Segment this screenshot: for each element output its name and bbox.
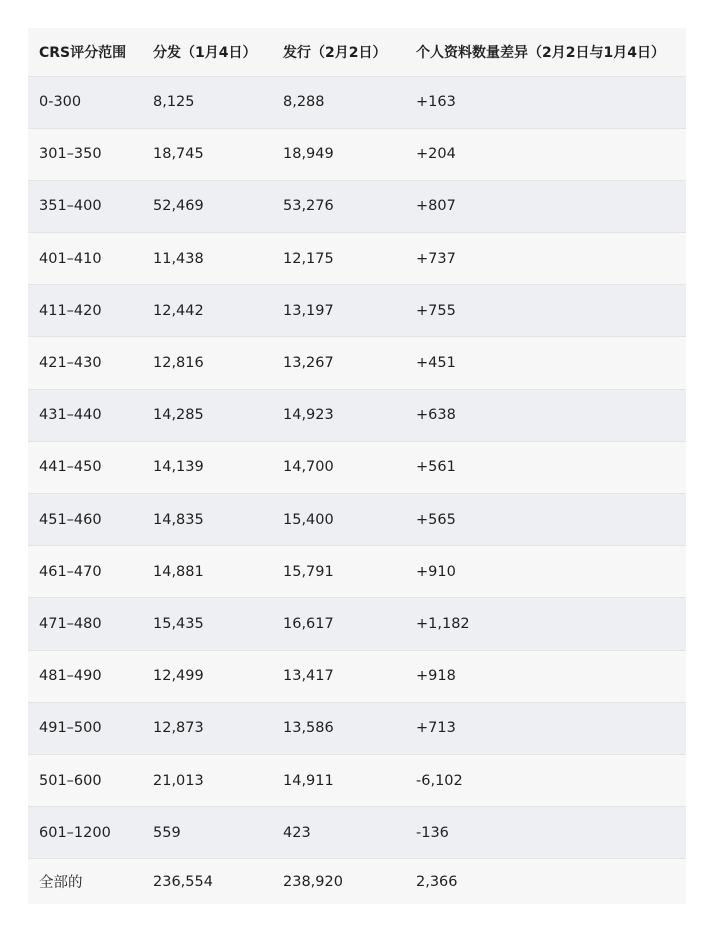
table-header — [28, 28, 686, 76]
cell-feb2: 16,617 — [283, 615, 334, 632]
cell-jan4: 15,435 — [153, 615, 204, 632]
cell-feb2: 423 — [283, 824, 311, 841]
cell-total-label: 全部的 — [39, 875, 83, 892]
cell-jan4: 11,438 — [153, 250, 204, 267]
cell-jan4: 14,835 — [153, 511, 204, 528]
table-row — [28, 180, 686, 232]
cell-range: 0-300 — [39, 94, 82, 111]
cell-difference: +638 — [416, 407, 456, 424]
cell-jan4: 14,139 — [153, 459, 204, 476]
cell-difference: +163 — [416, 94, 456, 111]
header-crs-range: CRS评分范围 — [28, 28, 142, 76]
cell-range: 481–490 — [39, 668, 102, 685]
cell-difference: +713 — [416, 720, 456, 737]
cell-jan4: 14,881 — [153, 563, 204, 580]
cell-difference: +204 — [416, 146, 456, 163]
header-profile-difference: 个人资料数量差异（2月2日与1月4日） — [405, 28, 686, 76]
crs-distribution-table — [28, 28, 686, 904]
cell-feb2: 13,417 — [283, 668, 334, 685]
cell-range: 471–480 — [39, 615, 102, 632]
cell-feb2: 53,276 — [283, 198, 334, 215]
cell-range: 451–460 — [39, 511, 102, 528]
table-row — [28, 285, 686, 337]
cell-feb2: 13,586 — [283, 720, 334, 737]
cell-feb2: 15,791 — [283, 563, 334, 580]
table-row — [28, 807, 686, 859]
cell-difference: -6,102 — [416, 772, 463, 789]
cell-difference: +755 — [416, 302, 456, 319]
cell-feb2: 8,288 — [283, 94, 325, 111]
cell-feb2: 12,175 — [283, 250, 334, 267]
cell-difference: +561 — [416, 459, 456, 476]
header-feb2-issued: 发行（2月2日） — [272, 28, 405, 76]
header-jan4-distribution: 分发（1月4日） — [142, 28, 272, 76]
cell-range: 431–440 — [39, 407, 102, 424]
cell-difference: -136 — [416, 824, 449, 841]
cell-jan4: 21,013 — [153, 772, 204, 789]
cell-difference: +910 — [416, 563, 456, 580]
table-row — [28, 546, 686, 598]
cell-range: 421–430 — [39, 355, 102, 372]
table-row — [28, 494, 686, 546]
cell-range: 601–1200 — [39, 824, 111, 841]
cell-feb2: 14,911 — [283, 772, 334, 789]
cell-range: 441–450 — [39, 459, 102, 476]
cell-total-jan4: 236,554 — [153, 873, 213, 890]
cell-difference: +807 — [416, 198, 456, 215]
cell-jan4: 12,499 — [153, 668, 204, 685]
cell-range: 501–600 — [39, 772, 102, 789]
total-row — [28, 859, 686, 904]
header-row — [28, 28, 686, 76]
cell-feb2: 13,267 — [283, 355, 334, 372]
cell-feb2: 13,197 — [283, 302, 334, 319]
table-row — [28, 754, 686, 806]
table-row — [28, 702, 686, 754]
cell-jan4: 52,469 — [153, 198, 204, 215]
cell-difference: +565 — [416, 511, 456, 528]
cell-difference: +918 — [416, 668, 456, 685]
cell-feb2: 18,949 — [283, 146, 334, 163]
cell-range: 411–420 — [39, 302, 102, 319]
table-row — [28, 441, 686, 493]
table-row — [28, 650, 686, 702]
table-row — [28, 76, 686, 128]
table-row — [28, 598, 686, 650]
cell-difference: +1,182 — [416, 615, 470, 632]
cell-feb2: 15,400 — [283, 511, 334, 528]
cell-difference: +451 — [416, 355, 456, 372]
cell-jan4: 8,125 — [153, 94, 195, 111]
cell-jan4: 14,285 — [153, 407, 204, 424]
table-row — [28, 389, 686, 441]
cell-range: 301–350 — [39, 146, 102, 163]
cell-feb2: 14,700 — [283, 459, 334, 476]
table-row — [28, 233, 686, 285]
cell-range: 461–470 — [39, 563, 102, 580]
cell-jan4: 18,745 — [153, 146, 204, 163]
table-row — [28, 337, 686, 389]
table-row — [28, 128, 686, 180]
table-body — [28, 76, 686, 904]
cell-total-difference: 2,366 — [416, 873, 458, 890]
crs-distribution-table-container — [28, 28, 686, 904]
cell-jan4: 12,873 — [153, 720, 204, 737]
cell-range: 351–400 — [39, 198, 102, 215]
cell-total-feb2: 238,920 — [283, 873, 343, 890]
cell-range: 491–500 — [39, 720, 102, 737]
cell-difference: +737 — [416, 250, 456, 267]
cell-jan4: 559 — [153, 824, 181, 841]
cell-jan4: 12,442 — [153, 302, 204, 319]
cell-jan4: 12,816 — [153, 355, 204, 372]
cell-range: 401–410 — [39, 250, 102, 267]
cell-feb2: 14,923 — [283, 407, 334, 424]
